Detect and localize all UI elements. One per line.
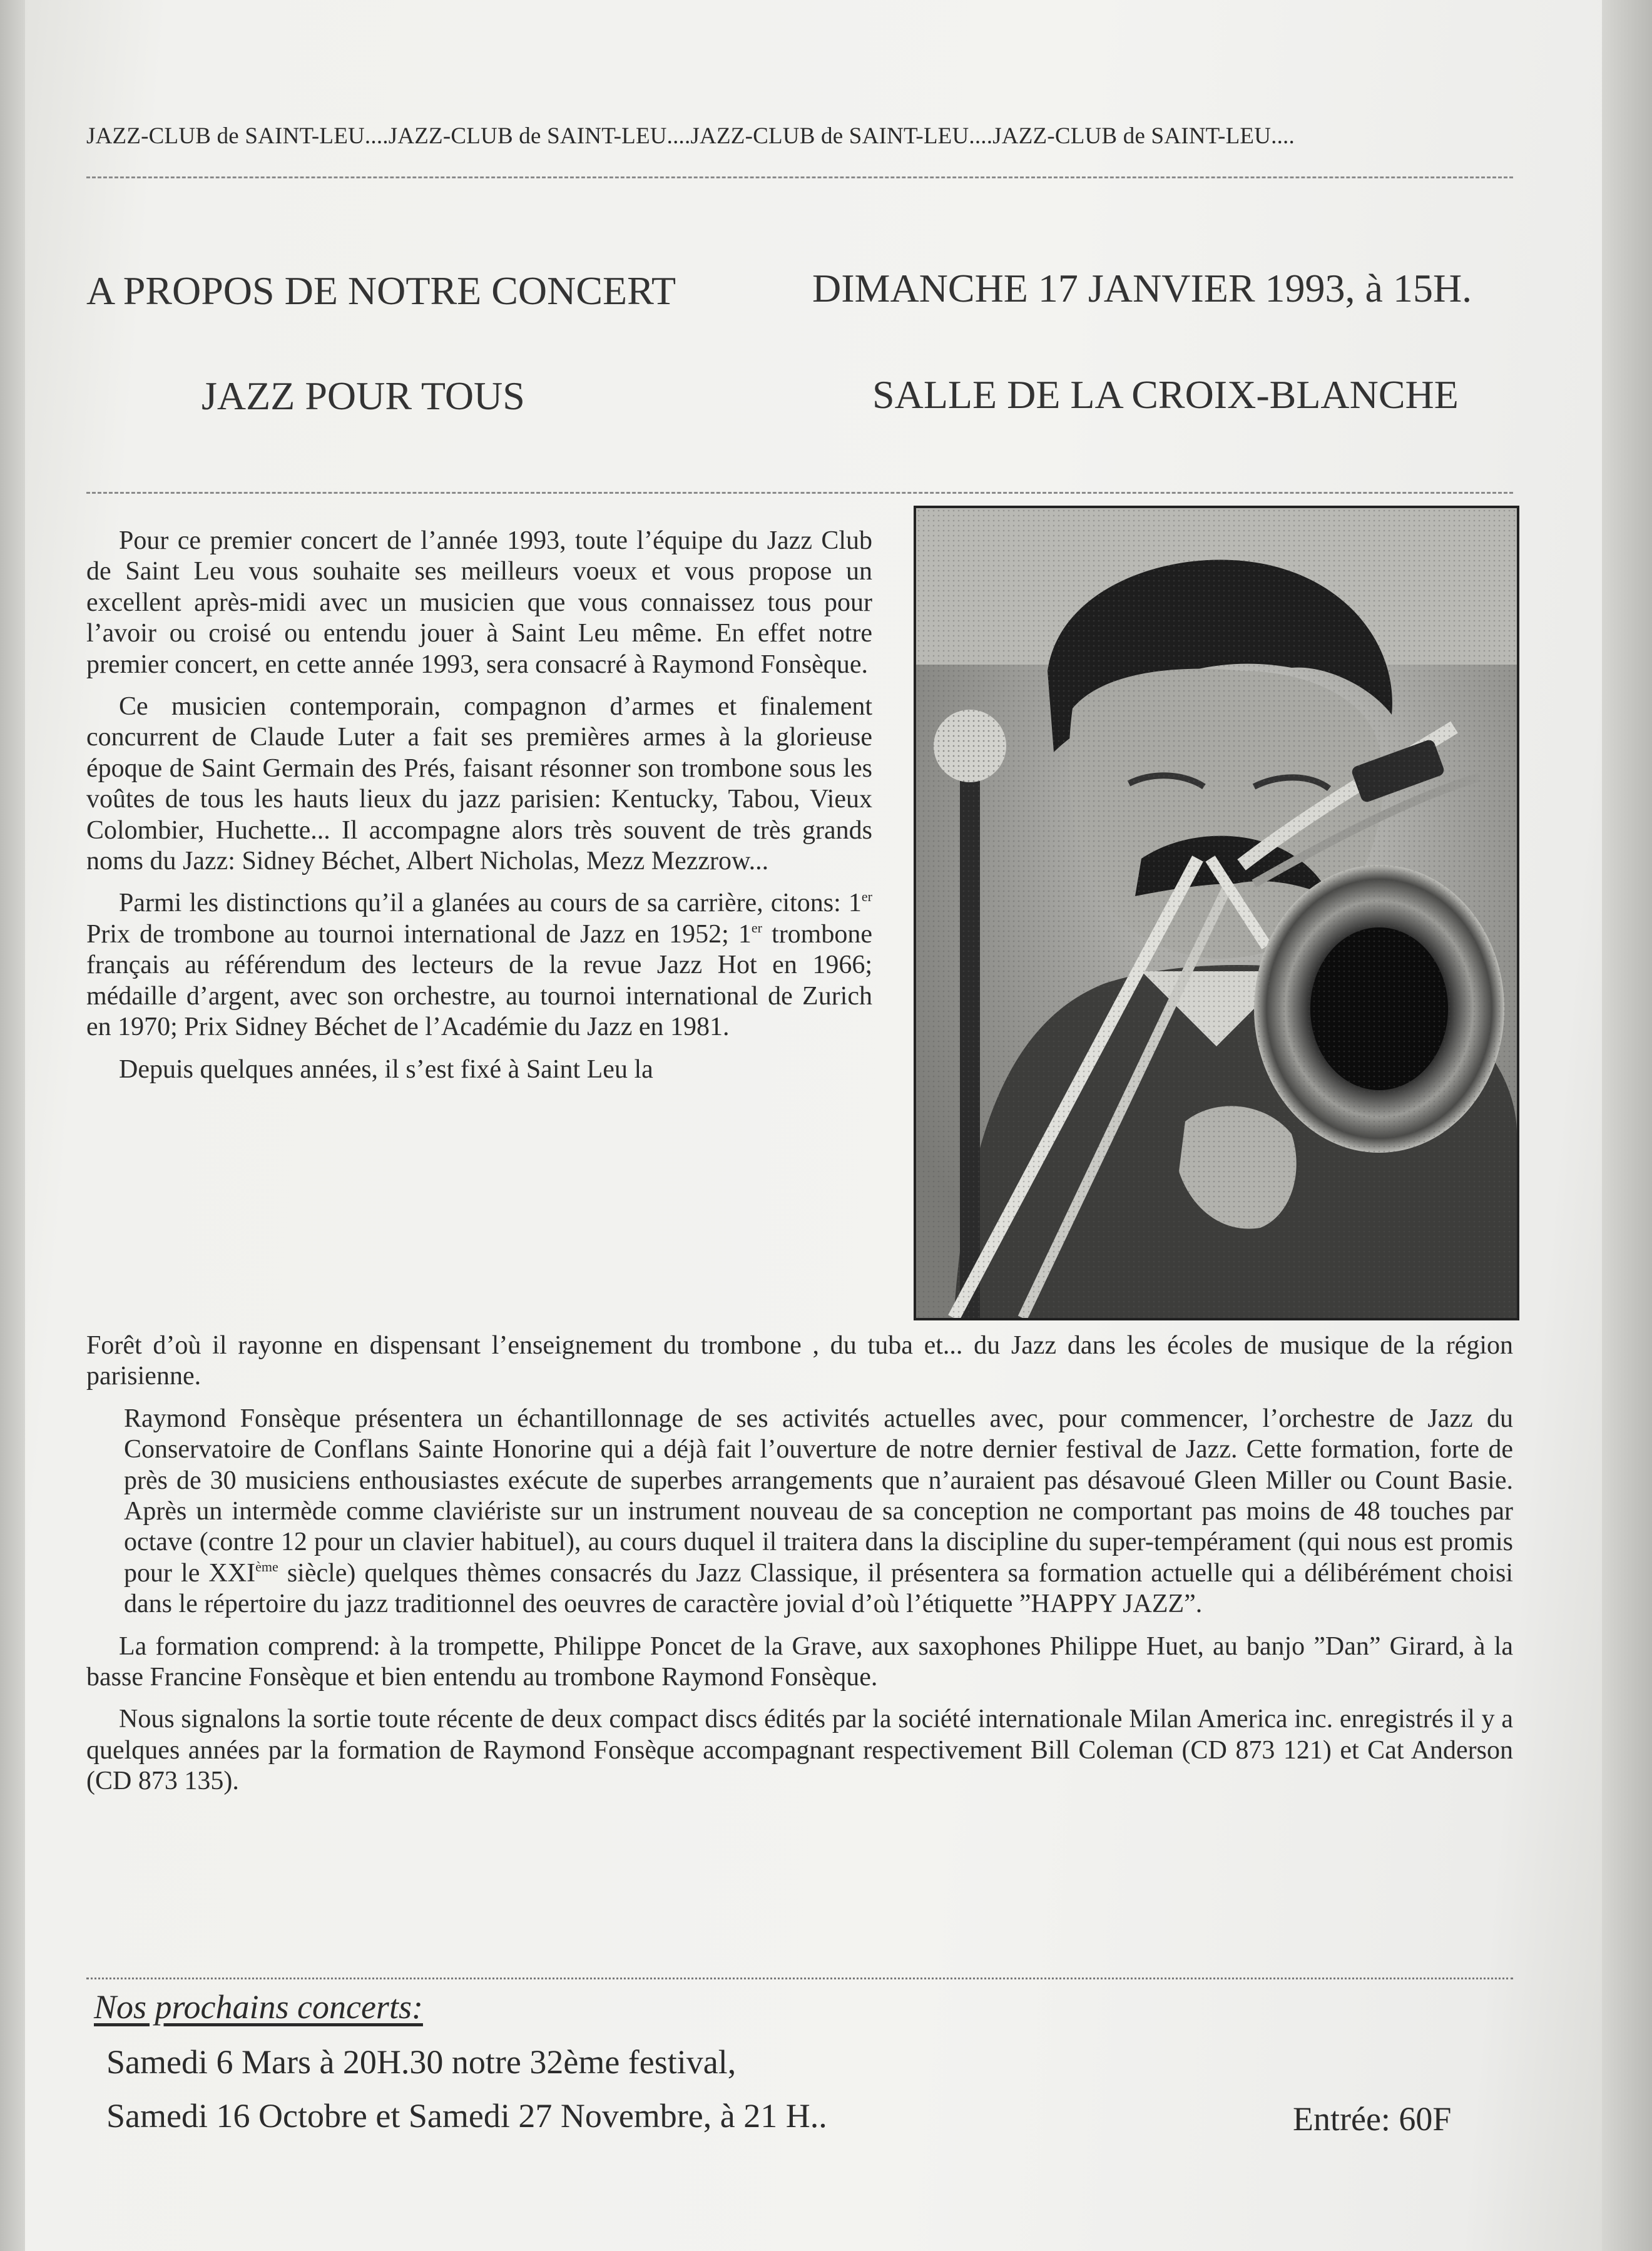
- entry-price: Entrée: 60F: [1293, 2100, 1452, 2138]
- concert-date: DIMANCHE 17 JANVIER 1993, à 15H.: [812, 266, 1472, 310]
- paragraph-awards: Parmi les distinctions qu’il a glanées au cours de sa carrière, citons: 1er Prix de trombone au tournoi international de Jazz en 1952; 1er trombone français au référendum des lecteurs de la revue Jazz Hot en 1966; médaille d’argent, avec son orchestre, au tournoi international de Zurich en 1970; Prix Sidney Béchet de l’Académie du Jazz en 1981.: [86, 889, 872, 1042]
- header-divider: [86, 176, 1513, 178]
- paragraph-residence-end: Forêt d’où il rayonne en dispensant l’enseignement du trombone , du tuba et... du Jazz dans les écoles de musique de la région parisienne.: [86, 1331, 1513, 1391]
- next-concert-1: Samedi 6 Mars à 20H.30 notre 32ème festival,: [106, 2043, 737, 2081]
- paper-left-edge: [0, 0, 25, 2251]
- paragraph-cd-release: Nous signalons la sortie toute récente de deux compact discs édités par la société internationale Milan America inc. enregistrés il y a quelques années par la formation de Raymond Fonsèque accompagnant respectivement Bill Coleman (CD 873 121) et Cat Anderson (CD 873 135).: [86, 1705, 1513, 1796]
- next-concerts-heading: Nos prochains concerts:: [94, 1988, 423, 2026]
- paragraph-programme: Raymond Fonsèque présentera un échantillonnage de ses activités actuelles avec, pour commencer, l’orchestre de Jazz du Conservatoire de Conflans Sainte Honorine qui a déjà fait l’ouverture de notre dernier festival de Jazz. Cette formation, forte de près de 30 musiciens enthousiastes exécute de superbes arrangements que n’auraient pas désavoué Gleen Miller ou Count Basie. Après un intermède comme claviériste sur un instrument nouveau de sa conception ne comportant pas moins de 48 touches par octave (contre 12 pour un clavier habituel), au cours duquel il traitera dans la discipline du super-tempérament (qui nous est promis pour le XXIème siècle) quelques thèmes consacrés du Jazz Classique, il présentera sa formation actuelle qui a délibérément choisi dans le répertoire du jazz traditionnel des oeuvres de caractère jovial d’où l’étiquette ”HAPPY JAZZ”.: [124, 1404, 1513, 1619]
- article-column-wide: [86, 1330, 1513, 1797]
- paragraph-biography: Ce musicien contemporain, compagnon d’armes et finalement concurrent de Claude Luter a fait ses premières armes à la glorieuse époque de Saint Germain des Prés, faisant résonner son trombone sous les voûtes de tous les hauts lieux du jazz parisien: Kentucky, Tabou, Vieux Colombier, Huchette... Il accompagne alors très souvent de très grands noms du Jazz: Sidney Béchet, Albert Nicholas, Mezz Mezzrow...: [86, 692, 872, 876]
- club-banner: JAZZ-CLUB de SAINT-LEU....JAZZ-CLUB de SAINT-LEU....JAZZ-CLUB de SAINT-LEU....JAZZ-CLUB de SAINT-LEU....: [86, 123, 1295, 149]
- title-divider: [86, 492, 1513, 494]
- next-concert-2: Samedi 16 Octobre et Samedi 27 Novembre, à 21 H..: [106, 2097, 827, 2135]
- paragraph-lineup: La formation comprend: à la trompette, Philippe Poncet de la Grave, aux saxophones Philippe Huet, au banjo ”Dan” Girard, à la basse Francine Fonsèque et bien entendu au trombone Raymond Fonsèque.: [86, 1631, 1513, 1692]
- concert-theme: JAZZ POUR TOUS: [201, 374, 525, 418]
- paragraph-intro: Pour ce premier concert de l’année 1993, toute l’équipe du Jazz Club de Saint Leu vous souhaite ses meilleurs voeux et vous propose un excellent après-midi avec un musicien que vous connaissez tous pour l’avoir ou croisé ou entendu jouer à Saint Leu même. En effet notre premier concert, en cette année 1993, sera consacré à Raymond Fonsèque.: [86, 526, 872, 679]
- article-column-narrow: [86, 526, 872, 1085]
- footer-divider: [86, 1978, 1513, 1979]
- paper-right-edge: [1602, 0, 1652, 2251]
- concert-venue: SALLE DE LA CROIX-BLANCHE: [872, 372, 1459, 417]
- trombonist-image: [916, 508, 1517, 1318]
- musician-photo: [914, 506, 1519, 1320]
- paragraph-residence-start: Depuis quelques années, il s’est fixé à Saint Leu la: [119, 1054, 653, 1084]
- concert-about-title: A PROPOS DE NOTRE CONCERT: [86, 268, 676, 313]
